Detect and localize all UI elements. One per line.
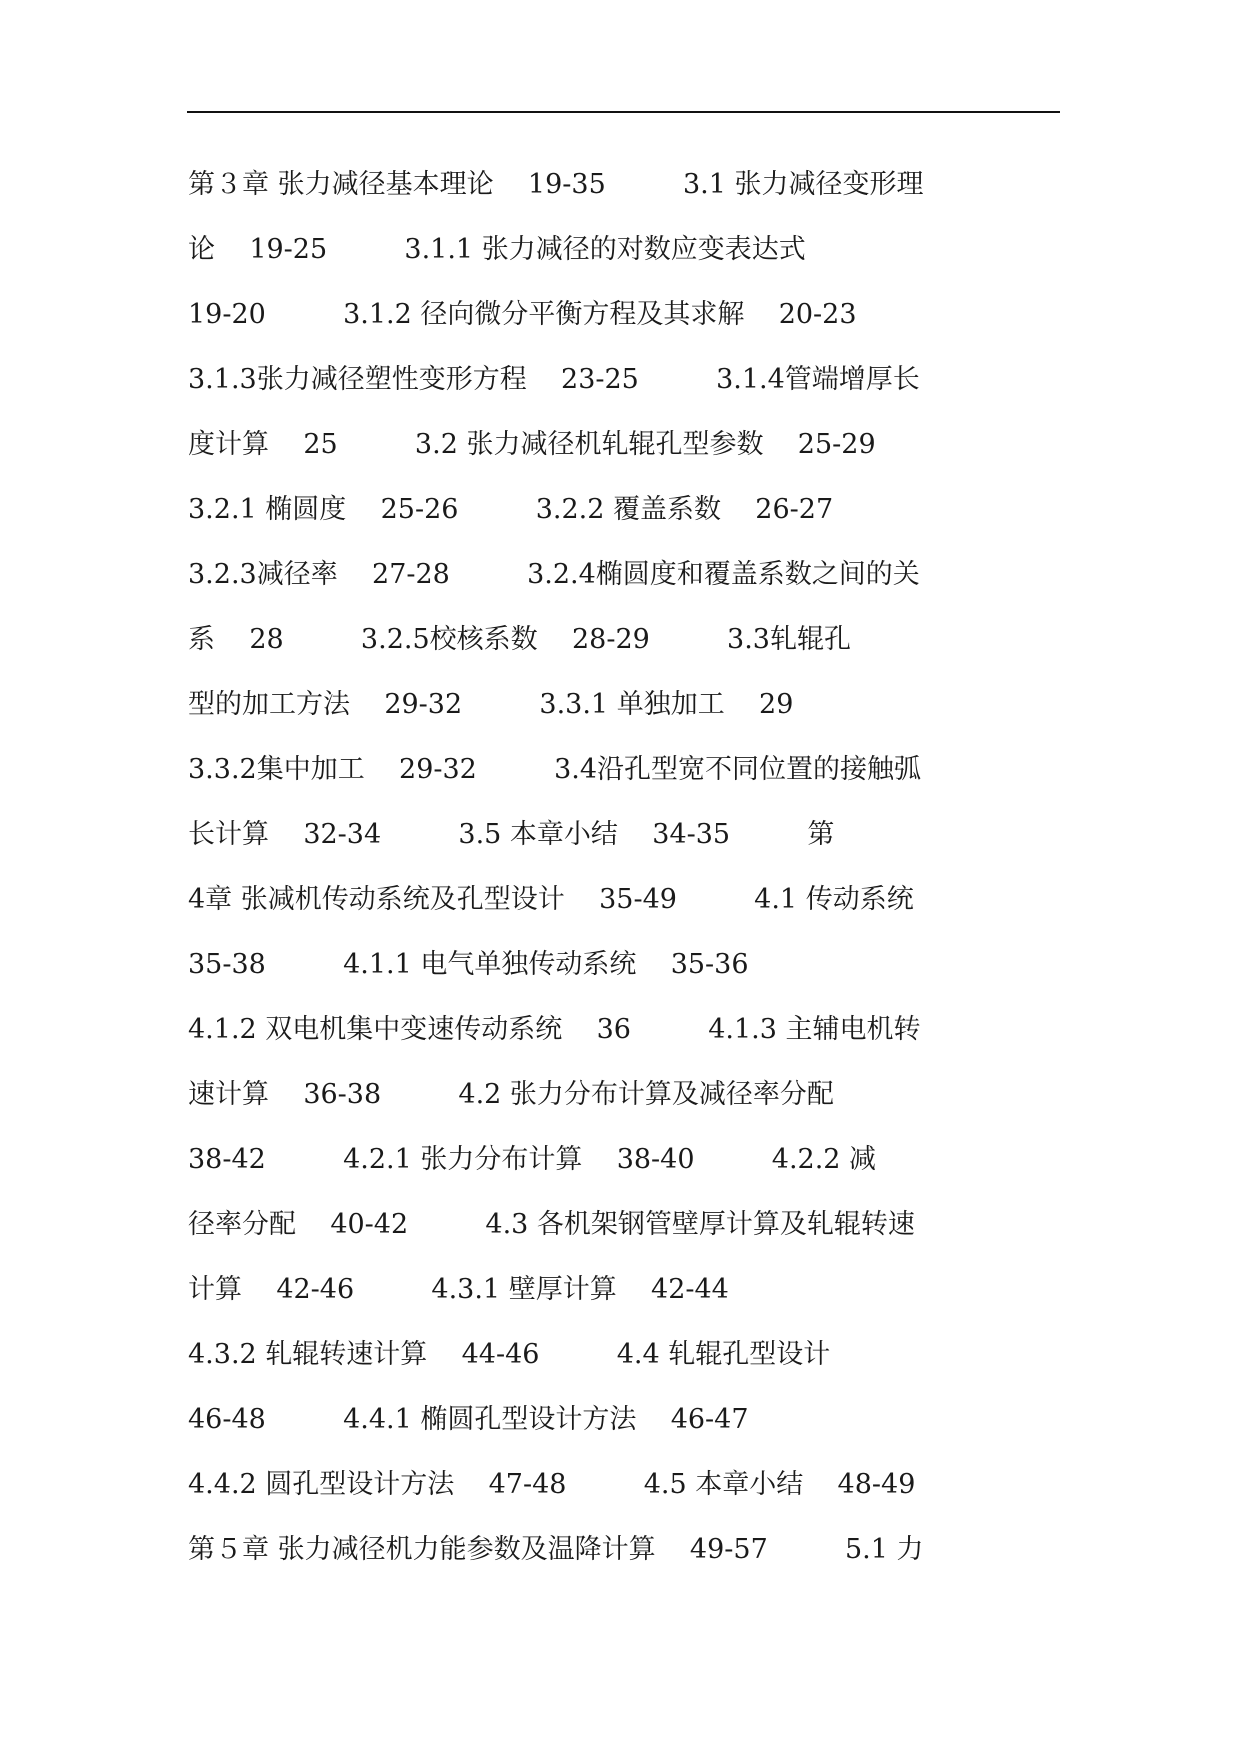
toc-line: 4.1.2 双电机集中变速传动系统 36 4.1.3 主辅电机转 [188, 1014, 921, 1045]
toc-line: 径率分配 40-42 4.3 各机架钢管壁厚计算及轧辊转速 [188, 1209, 915, 1240]
header-rule [187, 111, 1060, 113]
toc-line: 第３章 张力减径基本理论 19-35 3.1 张力减径变形理 [188, 169, 924, 200]
toc-line: 35-38 4.1.1 电气单独传动系统 35-36 [188, 949, 749, 980]
toc-line: 速计算 36-38 4.2 张力分布计算及减径率分配 [188, 1079, 834, 1110]
toc-line: 论 19-25 3.1.1 张力减径的对数应变表达式 [188, 234, 806, 265]
toc-line: 4章 张减机传动系统及孔型设计 35-49 4.1 传动系统 [188, 884, 914, 915]
toc-line: 长计算 32-34 3.5 本章小结 34-35 第 [188, 819, 835, 850]
toc-line: 型的加工方法 29-32 3.3.1 单独加工 29 [188, 689, 794, 720]
toc-line: 3.2.3减径率 27-28 3.2.4椭圆度和覆盖系数之间的关 [188, 559, 920, 590]
toc-line: 3.3.2集中加工 29-32 3.4沿孔型宽不同位置的接触弧 [188, 754, 922, 785]
toc-line: 计算 42-46 4.3.1 壁厚计算 42-44 [188, 1274, 729, 1305]
toc-line: 19-20 3.1.2 径向微分平衡方程及其求解 20-23 [188, 299, 857, 330]
table-of-contents [188, 152, 1068, 1582]
toc-line: 第５章 张力减径机力能参数及温降计算 49-57 5.1 力 [188, 1534, 924, 1565]
toc-line: 38-42 4.2.1 张力分布计算 38-40 4.2.2 减 [188, 1144, 877, 1175]
toc-line: 4.3.2 轧辊转速计算 44-46 4.4 轧辊孔型设计 [188, 1339, 831, 1370]
toc-line: 46-48 4.4.1 椭圆孔型设计方法 46-47 [188, 1404, 749, 1435]
toc-line: 3.1.3张力减径塑性变形方程 23-25 3.1.4管端增厚长 [188, 364, 920, 395]
toc-line: 系 28 3.2.5校核系数 28-29 3.3轧辊孔 [188, 624, 851, 655]
toc-line: 4.4.2 圆孔型设计方法 47-48 4.5 本章小结 48-49 [188, 1469, 916, 1500]
toc-line: 度计算 25 3.2 张力减径机轧辊孔型参数 25-29 [188, 429, 876, 460]
toc-line: 3.2.1 椭圆度 25-26 3.2.2 覆盖系数 26-27 [188, 494, 834, 525]
